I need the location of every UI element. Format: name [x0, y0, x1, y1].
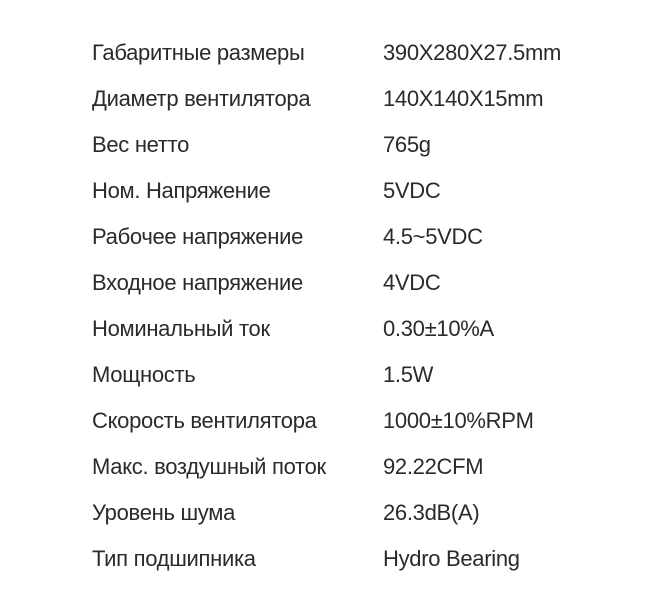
spec-label: Уровень шума [92, 500, 236, 525]
spec-value: 5VDC [383, 178, 441, 203]
spec-row-power [92, 352, 612, 398]
spec-row-dimensions [92, 30, 612, 76]
spec-label: Тип подшипника [92, 546, 256, 571]
spec-value: 26.3dB(A) [383, 500, 480, 525]
spec-label: Мощность [92, 362, 196, 387]
spec-value: 1.5W [383, 362, 434, 387]
spec-value: 1000±10%RPM [383, 408, 534, 433]
spec-label: Входное напряжение [92, 270, 303, 295]
spec-row-rated-voltage [92, 168, 612, 214]
spec-label: Рабочее напряжение [92, 224, 304, 249]
spec-label: Ном. Напряжение [92, 178, 271, 203]
spec-value: 4VDC [383, 270, 441, 295]
spec-row-noise-level [92, 490, 612, 536]
spec-value: 390X280X27.5mm [383, 40, 562, 65]
spec-row-net-weight [92, 122, 612, 168]
specifications-table [92, 30, 612, 582]
spec-label: Скорость вентилятора [92, 408, 317, 433]
spec-value: Hydro Bearing [383, 546, 520, 571]
spec-row-fan-diameter [92, 76, 612, 122]
spec-row-rated-current [92, 306, 612, 352]
spec-row-max-airflow [92, 444, 612, 490]
spec-value: 0.30±10%A [383, 316, 494, 341]
spec-label: Габаритные размеры [92, 40, 305, 65]
spec-row-bearing-type [92, 536, 612, 582]
spec-row-fan-speed [92, 398, 612, 444]
spec-row-operating-voltage [92, 214, 612, 260]
spec-label: Макс. воздушный поток [92, 454, 326, 479]
spec-value: 92.22CFM [383, 454, 484, 479]
spec-label: Вес нетто [92, 132, 190, 157]
spec-value: 140X140X15mm [383, 86, 544, 111]
spec-label: Номинальный ток [92, 316, 270, 341]
spec-row-input-voltage [92, 260, 612, 306]
spec-value: 765g [383, 132, 431, 157]
spec-value: 4.5~5VDC [383, 224, 483, 249]
spec-label: Диаметр вентилятора [92, 86, 311, 111]
